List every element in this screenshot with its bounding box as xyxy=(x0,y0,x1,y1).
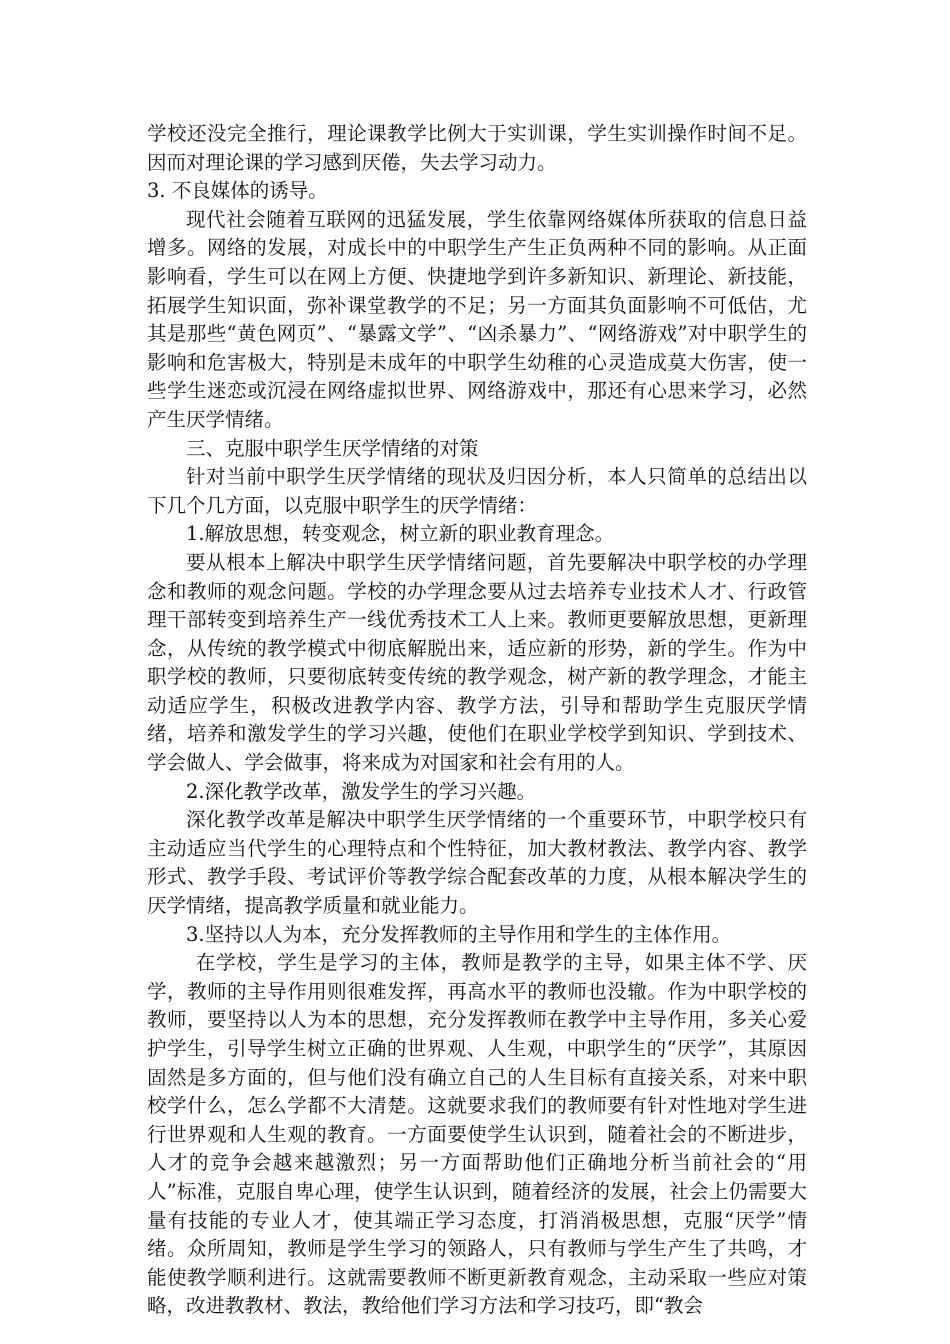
paragraph: 现代社会随着互联网的迅猛发展，学生依靠网络媒体所获取的信息日益增多。网络的发展，对成长中的中职学生产生正负两种不同的影响。从正面影响看，学生可以在网上方便、快捷地学到许多新知识、新理论、新技能，拓展学生知识面，弥补课堂教学的不足；另一方面其负面影响不可低估，尤其是那些“黄色网页”、“暴露文学”、“凶杀暴力”、“网络游戏”对中职学生的影响和危害极大，特别是未成年的中职学生幼稚的心灵造成莫大伤害，使一些学生迷恋或沉浸在网络虚拟世界、网络游戏中，那还有心思来学习，必然产生厌学情绪。 xyxy=(147,207,807,431)
paragraph: 学校还没完全推行，理论课教学比例大于实训课，学生实训操作时间不足。因而对理论课的学习感到厌倦，失去学习动力。 xyxy=(147,122,807,174)
section-heading: 1.解放思想，转变观念，树立新的职业教育理念。 xyxy=(186,522,615,546)
paragraph: 针对当前中职学生厌学情绪的现状及归因分析，本人只简单的总结出以下几个几方面，以克服中职学生的厌学情绪： xyxy=(147,465,807,517)
section-heading: 3. 不良媒体的诱导。 xyxy=(147,179,328,203)
paragraph: 在学校，学生是学习的主体，教师是教学的主导，如果主体不学、厌学，教师的主导作用则很难发挥，再高水平的教师也没辙。作为中职学校的教师，要坚持以人为本的思想，充分发挥教师在教学中主导作用，多关心爱护学生，引导学生树立正确的世界观、人生观，中职学生的“厌学”，其原因固然是多方面的，但与他们没有确立自己的人生目标有直接关系，对来中职校学什么，怎么学都不大清楚。这就要求我们的教师要有针对性地对学生进行世界观和人生观的教育。一方面要使学生认识到，随着社会的不断进步，人才的竞争会越来越激烈；另一方面帮助他们正确地分析当前社会的“用人”标准，克服自卑心理，使学生认识到，随着经济的发展，社会上仍需要大量有技能的专业人才，使其端正学习态度，打消消极思想，克服“厌学”情绪。众所周知，教师是学生学习的领路人，只有教师与学生产生了共鸣，才能使教学顺利进行。这就需要教师不断更新教育观念，主动采取一些应对策略，改进教教材、教法，教给他们学习方法和学习技巧，即“教会 xyxy=(147,951,807,1318)
paragraph: 要从根本上解决中职学生厌学情绪问题，首先要解决中职学校的办学理念和教师的观念问题。学校的办学理念要从过去培养专业技术人才、行政管理干部转变到培养生产一线优秀技术工人上来。教师更要解放思想，更新理念，从传统的教学模式中彻底解脱出来，适应新的形势，新的学生。作为中职学校的教师，只要彻底转变传统的教学观念，树产新的教学理念，才能主动适应学生，积极改进教学内容、教学方法，引导和帮助学生克服厌学情绪，培养和激发学生的学习兴趣，使他们在职业学校学到知识、学到技术、学会做人、学会做事，将来成为对国家和社会有用的人。 xyxy=(147,550,807,775)
section-heading: 三、克服中职学生厌学情绪的对策 xyxy=(186,436,479,460)
document-body xyxy=(147,120,807,1321)
section-heading: 3.坚持以人为本，充分发挥教师的主导作用和学生的主体作用。 xyxy=(186,922,732,946)
paragraph: 深化教学改革是解决中职学生厌学情绪的一个重要环节，中职学校只有主动适应当代学生的心理特点和个性特征，加大教材教法、教学内容、教学形式、教学手段、考试评价等教学综合配套改革的力度，从根本解决学生的厌学情绪，提高教学质量和就业能力。 xyxy=(147,808,807,918)
section-heading: 2.深化教学改革，激发学生的学习兴趣。 xyxy=(186,779,537,803)
